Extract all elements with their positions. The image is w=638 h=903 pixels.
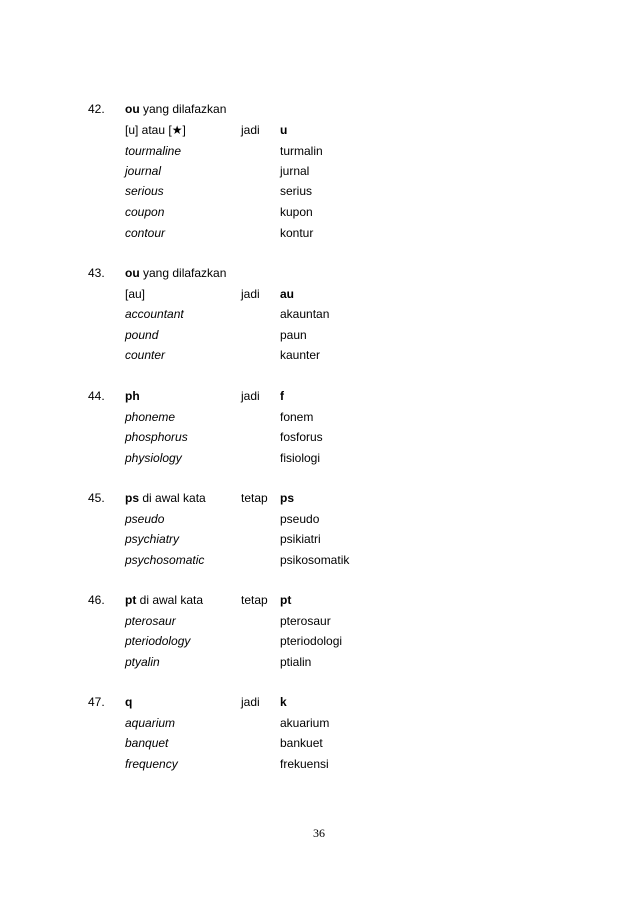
rule-verb: tetap: [241, 593, 268, 607]
example-row: [0, 163, 638, 179]
example-target: jurnal: [280, 164, 310, 178]
rule-heading: [0, 388, 638, 404]
example-source: phoneme: [125, 410, 176, 424]
example-row: [0, 715, 638, 731]
rule-number: 45.: [88, 491, 105, 505]
example-row: [0, 143, 638, 159]
example-row: [0, 654, 638, 670]
example-row: [0, 409, 638, 425]
example-target: kontur: [280, 226, 314, 240]
example-source: serious: [125, 184, 164, 198]
example-target: frekuensi: [280, 757, 329, 771]
example-target: akuarium: [280, 716, 330, 730]
rule-target: k: [280, 695, 287, 709]
rule-source-bold: ph: [125, 389, 140, 403]
example-target: bankuet: [280, 736, 323, 750]
rule-number: 44.: [88, 389, 105, 403]
rule-target: pt: [280, 593, 292, 607]
rule-source-bold: pt: [125, 593, 137, 607]
example-source: journal: [125, 164, 162, 178]
example-target: akauntan: [280, 307, 330, 321]
example-row: [0, 450, 638, 466]
example-row: [0, 511, 638, 527]
example-row: [0, 225, 638, 241]
rule-number: 47.: [88, 695, 105, 709]
example-source: psychiatry: [125, 532, 180, 546]
rule-sub-source: [au]: [125, 287, 146, 301]
example-target: fisiologi: [280, 451, 321, 465]
rule-source-rest: di awal kata: [139, 491, 206, 505]
example-source: pteriodology: [125, 634, 191, 648]
rule-source-bold: ou: [125, 102, 140, 116]
rule-number: 43.: [88, 266, 105, 280]
example-row: [0, 613, 638, 629]
example-source: physiology: [125, 451, 182, 465]
rule-source-heading: [125, 265, 226, 281]
example-source: aquarium: [125, 716, 176, 730]
rule-number: 46.: [88, 593, 105, 607]
rule-heading: [0, 265, 638, 281]
example-row: [0, 735, 638, 751]
rule-verb: jadi: [241, 389, 260, 403]
rule-source-bold: ou: [125, 266, 140, 280]
example-source: accountant: [125, 307, 184, 321]
example-source: pterosaur: [125, 614, 176, 628]
example-row: [0, 204, 638, 220]
example-source: banquet: [125, 736, 169, 750]
rule-source-rest: yang dilafazkan: [139, 266, 227, 280]
rule-verb: jadi: [241, 287, 260, 301]
example-row: [0, 347, 638, 363]
example-target: kaunter: [280, 348, 321, 362]
rule-target: au: [280, 287, 295, 301]
example-target: pseudo: [280, 512, 320, 526]
rule-source-heading: [125, 694, 132, 710]
rule-heading: [0, 592, 638, 608]
example-row: [0, 531, 638, 547]
example-source: psychosomatic: [125, 553, 205, 567]
example-source: ptyalin: [125, 655, 160, 669]
example-row: [0, 183, 638, 199]
example-target: serius: [280, 184, 313, 198]
rule-number: 42.: [88, 102, 105, 116]
rule-heading: [0, 101, 638, 117]
example-target: kupon: [280, 205, 313, 219]
rule-source-heading: [125, 101, 226, 117]
example-row: [0, 756, 638, 772]
example-source: tourmaline: [125, 144, 182, 158]
example-row: [0, 306, 638, 322]
rule-source-rest: yang dilafazkan: [139, 102, 227, 116]
rule-subheading: [0, 122, 638, 138]
example-target: pterosaur: [280, 614, 331, 628]
example-target: fosforus: [280, 430, 323, 444]
rule-subheading: [0, 286, 638, 302]
example-source: counter: [125, 348, 166, 362]
example-row: [0, 429, 638, 445]
example-target: psikiatri: [280, 532, 321, 546]
example-target: ptialin: [280, 655, 312, 669]
example-target: turmalin: [280, 144, 323, 158]
example-row: [0, 327, 638, 343]
rule-heading: [0, 490, 638, 506]
rule-heading: [0, 694, 638, 710]
example-target: paun: [280, 328, 307, 342]
page-number: 36: [313, 826, 325, 840]
rule-verb: jadi: [241, 695, 260, 709]
example-source: pseudo: [125, 512, 165, 526]
rule-source-heading: [125, 388, 140, 404]
rule-source-heading: [125, 592, 203, 608]
rule-source-heading: [125, 490, 206, 506]
rule-sub-source: [u] atau [★]: [125, 123, 186, 137]
example-source: contour: [125, 226, 166, 240]
example-target: pteriodologi: [280, 634, 343, 648]
example-target: psikosomatik: [280, 553, 350, 567]
example-source: pound: [125, 328, 159, 342]
rule-target: u: [280, 123, 288, 137]
rule-verb: jadi: [241, 123, 260, 137]
rule-target: f: [280, 389, 284, 403]
example-source: frequency: [125, 757, 178, 771]
example-source: coupon: [125, 205, 165, 219]
rule-source-bold: ps: [125, 491, 140, 505]
rule-source-rest: di awal kata: [136, 593, 204, 607]
example-source: phosphorus: [125, 430, 188, 444]
example-target: fonem: [280, 410, 314, 424]
rule-target: ps: [280, 491, 295, 505]
rule-source-bold: q: [125, 695, 133, 709]
example-row: [0, 552, 638, 568]
rule-verb: tetap: [241, 491, 268, 505]
example-row: [0, 633, 638, 649]
